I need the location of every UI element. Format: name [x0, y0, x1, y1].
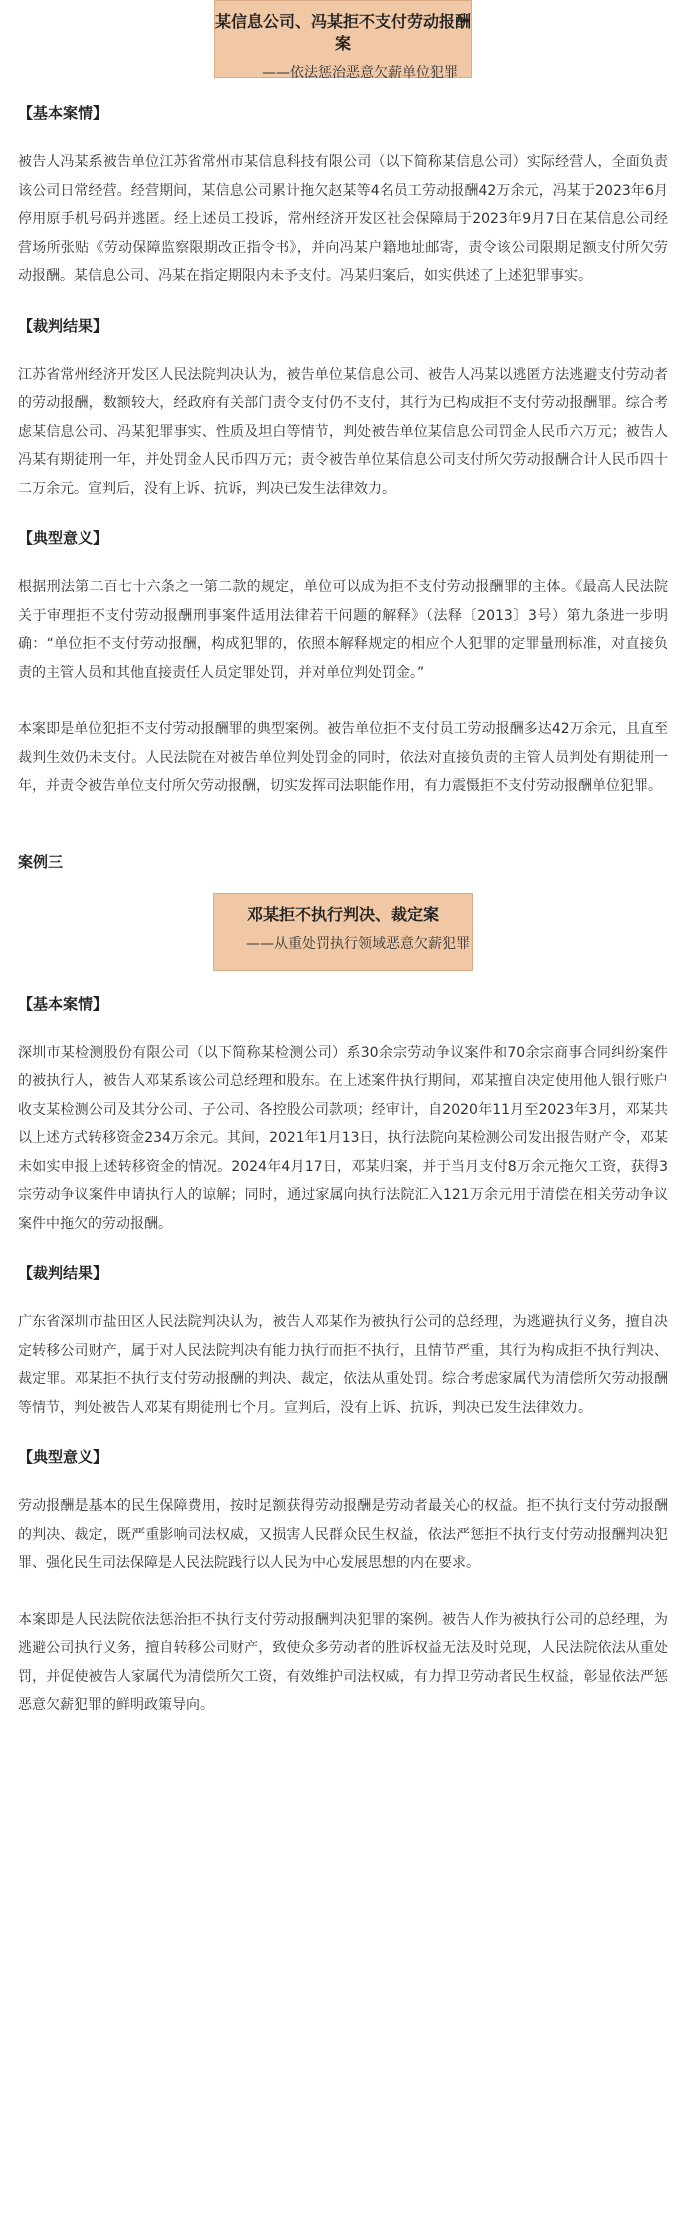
case2-basic-heading: 【基本案情】	[18, 104, 109, 122]
case2-meaning-text-1: 根据刑法第二百七十六条之一第二款的规定，单位可以成为拒不支付劳动报酬罪的主体。《最高人民法院关于审理拒不支付劳动报酬刑事案件适用法律若干问题的解释》（法释〔2013〕3号）第九条进一步明确：“单位拒不支付劳动报酬，构成犯罪的，依照本解释规定的相应个人犯罪的定罪量刑标准，对直接负责的主管人员和其他直接责任人员定罪处罚，并对单位判处罚金。”	[18, 579, 668, 681]
case3-verdict-heading: 【裁判结果】	[18, 1264, 109, 1282]
case2-basic-text: 被告人冯某系被告单位江苏省常州市某信息科技有限公司（以下简称某信息公司）实际经营人，全面负责该公司日常经营。经营期间，某信息公司累计拖欠赵某等4名员工劳动报酬42万余元，冯某于2023年6月停用原手机号码并逃匿。经上述员工投诉，常州经济开发区社会保障局于2023年9月7日在某信息公司经营场所张贴《劳动保障监察限期改正指令书》，并向冯某户籍地址邮寄，责令该公司限期足额支付所欠劳动报酬。某信息公司、冯某在指定期限内未予支付。冯某归案后，如实供述了上述犯罪事实。	[18, 154, 668, 284]
case3-meaning-heading: 【典型意义】	[18, 1448, 109, 1466]
case2-meaning-heading: 【典型意义】	[18, 529, 109, 547]
case2-title-box	[214, 0, 472, 81]
case3-meaning-text-2: 本案即是人民法院依法惩治拒不执行支付劳动报酬判决犯罪的案例。被告人作为被执行公司的总经理，为逃避公司执行义务，擅自转移公司财产，致使众多劳动者的胜诉权益无法及时兑现，人民法院依法从重处罚，并促使被告人家属代为清偿所欠工资，有效维护司法权威，有力捍卫劳动者民生权益，彰显依法严惩恶意欠薪犯罪的鲜明政策导向。	[18, 1611, 668, 1713]
case3-label: 案例三	[18, 852, 64, 871]
case3-subtitle: ——从重处罚执行领域恶意欠薪犯罪	[246, 935, 470, 952]
case3-verdict-text: 广东省深圳市盐田区人民法院判决认为，被告人邓某作为被执行公司的总经理，为逃避执行义务，擅自决定转移公司财产，属于对人民法院判决有能力执行而拒不执行，且情节严重，其行为构成拒不执行判决、裁定罪。邓某拒不执行支付劳动报酬的判决、裁定，依法从重处罚。综合考虑家属代为清偿所欠劳动报酬等情节，判处被告人邓某有期徒刑七个月。宣判后，没有上诉、抗诉，判决已发生法律效力。	[18, 1314, 668, 1416]
case2-subtitle: ——依法惩治恶意欠薪单位犯罪	[262, 65, 458, 81]
case3-title-box	[213, 893, 473, 971]
case3-basic-heading: 【基本案情】	[18, 994, 109, 1013]
case3-meaning-text-1: 劳动报酬是基本的民生保障费用，按时足额获得劳动报酬是劳动者最关心的权益。拒不执行支付劳动报酬的判决、裁定，既严重影响司法权威，又损害人民群众民生权益，依法严惩拒不执行支付劳动报酬判决犯罪、强化民生司法保障是人民法院践行以人民为中心发展思想的内在要求。	[18, 1498, 668, 1571]
case2-title: 某信息公司、冯某拒不支付劳动报酬案	[215, 12, 472, 53]
case2-verdict-heading: 【裁判结果】	[18, 316, 109, 335]
case2-verdict-text: 江苏省常州经济开发区人民法院判决认为，被告单位某信息公司、被告人冯某以逃匿方法逃避支付劳动者的劳动报酬，数额较大，经政府有关部门责令支付仍不支付，其行为已构成拒不支付劳动报酬罪。综合考虑某信息公司、冯某犯罪事实、性质及坦白等情节，判处被告单位某信息公司罚金人民币六万元；被告人冯某有期徒刑一年，并处罚金人民币四万元；责令被告单位某信息公司支付所欠劳动报酬合计人民币四十二万余元。宣判后，没有上诉、抗诉，判决已发生法律效力。	[18, 366, 668, 497]
case3-basic-text: 深圳市某检测股份有限公司（以下简称某检测公司）系30余宗劳动争议案件和70余宗商事合同纠纷案件的被执行人，被告人邓某系该公司总经理和股东。在上述案件执行期间，邓某擅自决定使用他人银行账户收支某检测公司及其分公司、子公司、各控股公司款项；经审计，自2020年11月至2023年3月，邓某共以上述方式转移资金234万余元。其间，2021年1月13日，执行法院向某检测公司发出报告财产令，邓某未如实申报上述转移资金的情况。2024年4月17日，邓某归案，并于当月支付8万余元拖欠工资，获得3宗劳动争议案件申请执行人的谅解；同时，通过家属向执行法院汇入121万余元用于清偿在相关劳动争议案件中拖欠的劳动报酬。	[18, 1044, 668, 1232]
case3-title: 邓某拒不执行判决、裁定案	[246, 904, 439, 924]
case2-meaning-text-2: 本案即是单位犯拒不支付劳动报酬罪的典型案例。被告单位拒不支付员工劳动报酬多达42万余元，且直至裁判生效仍未支付。人民法院在对被告单位判处罚金的同时，依法对直接负责的主管人员判处有期徒刑一年，并责令被告单位支付所欠劳动报酬，切实发挥司法职能作用，有力震慑拒不支付劳动报酬单位犯罪。	[18, 721, 668, 794]
